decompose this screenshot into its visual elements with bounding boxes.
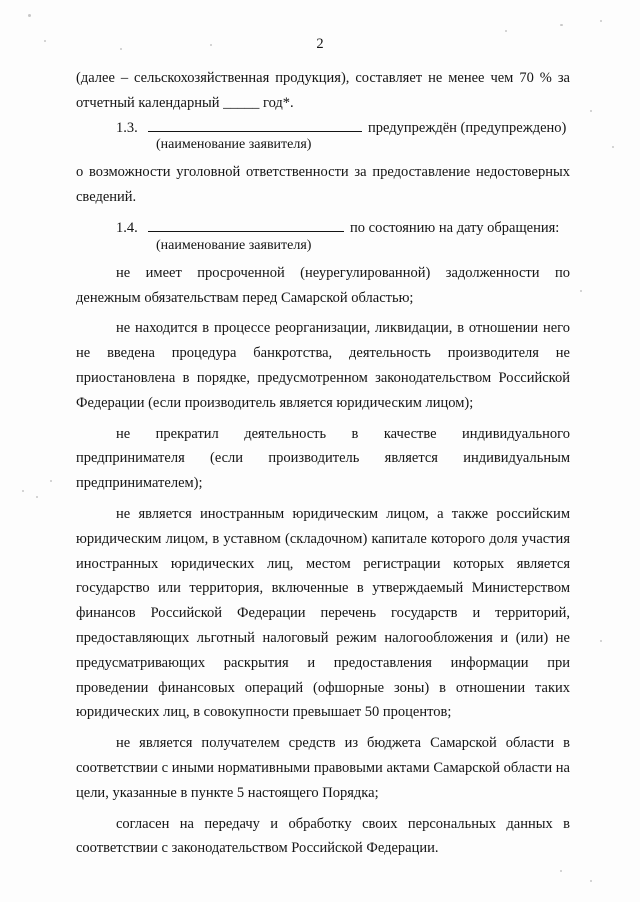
item-number: 1.4.: [116, 219, 138, 236]
item-1-3-suffix: предупреждён (предупреждено): [368, 119, 567, 136]
item-1-3-caption: (наименование заявителя): [156, 137, 312, 153]
applicant-name-blank: [148, 217, 344, 232]
scan-speck: [560, 24, 563, 26]
item-1-3-continuation: о возможности уголовной ответственности за предоставление недостоверных сведений.: [76, 164, 570, 206]
scan-speck: [22, 490, 24, 492]
scan-speck: [590, 110, 592, 112]
page-number: 2: [316, 36, 324, 52]
paragraph-entrepreneur-status: не прекратил деятельность в качестве индивидуального предпринимателя (если производитель является индивидуальным предпринимателем);: [76, 425, 570, 492]
scan-speck: [50, 480, 52, 482]
paragraph-no-reorganization: не находится в процессе реорганизации, ликвидации, в отношении него не введена процедура банкротства, деятельность производителя не приостановлена в порядке, предусмотренном законодательством Российской Федерации (если производитель является юридическим лицом);: [76, 320, 570, 411]
scan-speck: [28, 14, 31, 17]
item-1-4-suffix: по состоянию на дату обращения:: [350, 219, 560, 236]
scan-speck: [612, 146, 614, 148]
scan-speck: [590, 880, 592, 882]
item-1-4-caption: (наименование заявителя): [156, 237, 312, 253]
scan-speck: [44, 40, 46, 42]
paragraph-no-debt: не имеет просроченной (неурегулированной) задолженности по денежным обязательствам перед Самарской областью;: [76, 264, 570, 306]
scan-speck: [560, 870, 562, 872]
scan-speck: [210, 44, 212, 46]
item-number: 1.3.: [116, 119, 138, 136]
paragraph-budget-recipient: не является получателем средств из бюджета Самарской области в соответствии с иными нормативными правовыми актами Самарской области на цели, указанные в пункте 5 настоящего Порядка;: [76, 735, 570, 801]
paragraph-agricultural-products: (далее – сельскохозяйственная продукция), составляет не менее чем 70 % за отчетный календарный _____ год*.: [76, 70, 570, 111]
scan-speck: [36, 496, 38, 498]
scan-speck: [120, 48, 122, 50]
document-body: [76, 66, 570, 861]
scan-speck: [505, 30, 507, 32]
scan-speck: [600, 20, 602, 22]
scan-speck: [580, 290, 582, 292]
applicant-name-blank: [148, 117, 362, 132]
scan-speck: [600, 640, 602, 642]
paragraph-foreign-entity: не является иностранным юридическим лицом, а также российским юридическим лицом, в уставном (складочном) капитале которого доля участия иностранных юридических лиц, местом регистрации которых является государство или территория, включенные в утверждаемый Министерством финансов Российской Федерации перечень государств и территорий, предоставляющих льготный налоговый режим налогообложения и (или) не предусматривающих раскрытия и предоставления информации при проведении финансовых операций (офшорные зоны) в отношении таких юридических лиц, в совокупности превышает 50 процентов;: [76, 505, 570, 721]
paragraph-personal-data-consent: согласен на передачу и обработку своих персональных данных в соответствии с законодательством Российской Федерации.: [76, 815, 570, 857]
